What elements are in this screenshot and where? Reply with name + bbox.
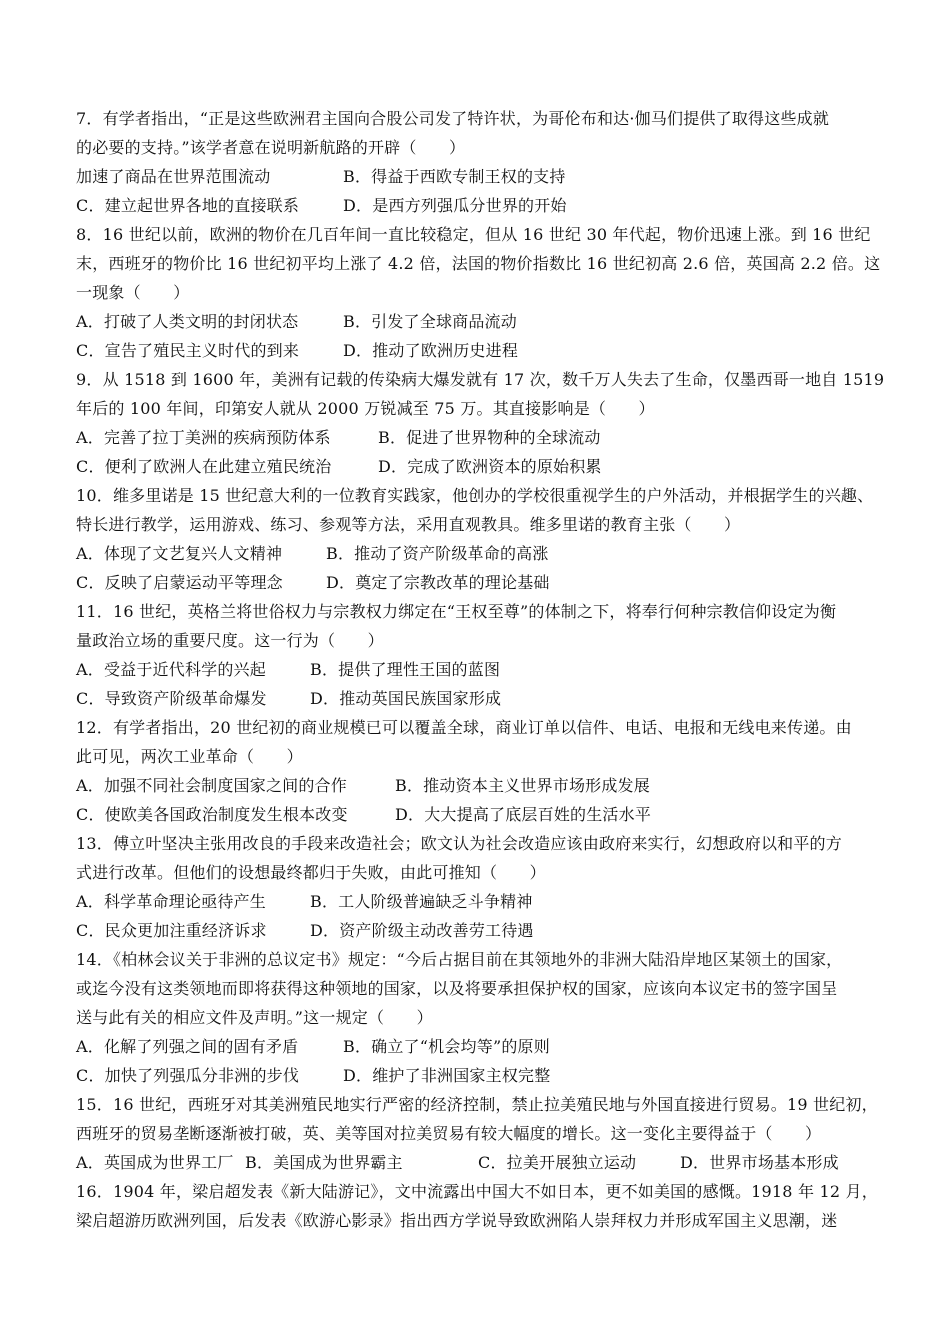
answer-option[interactable]: D．奠定了宗教改革的理论基础 xyxy=(326,573,550,592)
question-11 xyxy=(76,597,876,713)
question-stem-line: 的必要的支持。”该学者意在说明新航路的开辟（ ） xyxy=(76,138,466,157)
options-row xyxy=(76,771,876,800)
options-row xyxy=(76,1148,876,1177)
question-14 xyxy=(76,945,876,1090)
question-stem-line: 送与此有关的相应文件及声明。”这一规定（ ） xyxy=(76,1008,433,1027)
answer-option[interactable]: A．化解了列强之间的固有矛盾 xyxy=(76,1037,299,1056)
options-row xyxy=(76,800,876,829)
answer-option[interactable]: 加速了商品在世界范围流动 xyxy=(76,167,271,186)
question-stem-line: 9．从 1518 到 1600 年，美洲有记载的传染病大爆发就有 17 次，数千万人失去了生命，仅墨西哥一地自 1519 xyxy=(76,370,885,389)
options-row xyxy=(76,423,876,452)
answer-option[interactable]: B．工人阶级普遍缺乏斗争精神 xyxy=(310,892,533,911)
answer-option[interactable]: C．反映了启蒙运动平等理念 xyxy=(76,573,283,592)
answer-option[interactable]: D．世界市场基本形成 xyxy=(680,1153,839,1172)
question-9 xyxy=(76,365,885,481)
answer-option[interactable]: B．推动了资产阶级革命的高涨 xyxy=(326,544,549,563)
question-stem-line: 13．傅立叶坚决主张用改良的手段来改造社会；欧文认为社会改造应该由政府来实行，幻想政府以和平的方 xyxy=(76,834,842,853)
answer-option[interactable]: C．使欧美各国政治制度发生根本改变 xyxy=(76,805,348,824)
options-row xyxy=(76,655,876,684)
answer-option[interactable]: C．拉美开展独立运动 xyxy=(478,1153,637,1172)
answer-option[interactable]: B．确立了“机会均等”的原则 xyxy=(343,1037,550,1056)
answer-option[interactable]: C．建立起世界各地的直接联系 xyxy=(76,196,300,215)
question-15 xyxy=(76,1090,876,1177)
answer-option[interactable]: B．得益于西欧专制王权的支持 xyxy=(343,167,566,186)
question-stem-line: 11．16 世纪，英格兰将世俗权力与宗教权力绑定在“王权至尊”的体制之下，将奉行何种宗教信仰设定为衡 xyxy=(76,602,837,621)
question-stem-line: 式进行改革。但他们的设想最终都归于失败，由此可推知（ ） xyxy=(76,863,546,882)
question-stem-line: 末，西班牙的物价比 16 世纪初平均上涨了 4.2 倍，法国的物价指数比 16 世纪初高 2.6 倍，英国高 2.2 倍。这 xyxy=(76,254,881,273)
question-stem-line: 14．《柏林会议关于非洲的总议定书》规定：“今后占据目前在其领地外的非洲大陆沿岸地区某领土的国家， xyxy=(76,950,843,969)
answer-option[interactable]: A．体现了文艺复兴人文精神 xyxy=(76,544,283,563)
question-stem-line: 15．16 世纪，西班牙对其美洲殖民地实行严密的经济控制，禁止拉美殖民地与外国直接进行贸易。19 世纪初， xyxy=(76,1095,878,1114)
question-7 xyxy=(76,104,876,220)
options-row xyxy=(76,452,876,481)
answer-option[interactable]: C．便利了欧洲人在此建立殖民统治 xyxy=(76,457,332,476)
answer-option[interactable]: D．完成了欧洲资本的原始积累 xyxy=(378,457,602,476)
options-row xyxy=(76,1061,876,1090)
answer-option[interactable]: C．加快了列强瓜分非洲的步伐 xyxy=(76,1066,300,1085)
answer-option[interactable]: B．引发了全球商品流动 xyxy=(343,312,517,331)
question-stem-line: 特长进行教学，运用游戏、练习、参观等方法，采用直观教具。维多里诺的教育主张（ ） xyxy=(76,515,741,534)
options-row xyxy=(76,191,876,220)
answer-option[interactable]: B．提供了理性王国的蓝图 xyxy=(310,660,501,679)
answer-option[interactable]: D．维护了非洲国家主权完整 xyxy=(343,1066,551,1085)
question-13 xyxy=(76,829,876,945)
answer-option[interactable]: D．大大提高了底层百姓的生活水平 xyxy=(395,805,652,824)
answer-option[interactable]: D．推动英国民族国家形成 xyxy=(310,689,502,708)
answer-option[interactable]: C．宣告了殖民主义时代的到来 xyxy=(76,341,300,360)
question-stem-line: 8．16 世纪以前，欧洲的物价在几百年间一直比较稳定，但从 16 世纪 30 年代起，物价迅速上涨。到 16 世纪 xyxy=(76,225,871,244)
question-stem-line: 7．有学者指出，“正是这些欧洲君主国向合股公司发了特许状，为哥伦布和达·伽马们提供了取得这些成就 xyxy=(76,109,830,128)
question-stem-line: 10．维多里诺是 15 世纪意大利的一位教育实践家，他创办的学校很重视学生的户外活动，并根据学生的兴趣、 xyxy=(76,486,874,505)
question-stem-line: 西班牙的贸易垄断逐渐被打破，英、美等国对拉美贸易有较大幅度的增长。这一变化主要得益于（ ） xyxy=(76,1124,822,1143)
options-row xyxy=(76,684,876,713)
answer-option[interactable]: D．资产阶级主动改善劳工待遇 xyxy=(310,921,534,940)
question-stem-line: 此可见，两次工业革命（ ） xyxy=(76,747,303,766)
answer-option[interactable]: A．完善了拉丁美洲的疾病预防体系 xyxy=(76,428,331,447)
options-row xyxy=(76,916,876,945)
options-row xyxy=(76,336,876,365)
answer-option[interactable]: D．是西方列强瓜分世界的开始 xyxy=(343,196,567,215)
answer-option[interactable]: A．加强不同社会制度国家之间的合作 xyxy=(76,776,347,795)
answer-option[interactable]: C．民众更加注重经济诉求 xyxy=(76,921,267,940)
answer-option[interactable]: A．科学革命理论亟待产生 xyxy=(76,892,266,911)
answer-option[interactable]: B．推动资本主义世界市场形成发展 xyxy=(395,776,650,795)
question-12 xyxy=(76,713,876,829)
question-16 xyxy=(76,1177,876,1235)
options-row xyxy=(76,539,876,568)
answer-option[interactable]: B．促进了世界物种的全球流动 xyxy=(378,428,601,447)
options-row xyxy=(76,162,876,191)
exam-document xyxy=(76,104,885,1235)
answer-option[interactable]: A．受益于近代科学的兴起 xyxy=(76,660,266,679)
answer-option[interactable]: A．英国成为世界工厂 xyxy=(76,1153,234,1172)
answer-option[interactable]: A．打破了人类文明的封闭状态 xyxy=(76,312,299,331)
options-row xyxy=(76,887,876,916)
question-8 xyxy=(76,220,881,365)
options-row xyxy=(76,1032,876,1061)
options-row xyxy=(76,307,876,336)
answer-option[interactable]: C．导致资产阶级革命爆发 xyxy=(76,689,267,708)
question-stem-line: 12．有学者指出，20 世纪初的商业规模已可以覆盖全球，商业订单以信件、电话、电报和无线电来传递。由 xyxy=(76,718,852,737)
question-stem-line: 16．1904 年，梁启超发表《新大陆游记》，文中流露出中国大不如日本，更不如美国的感慨。1918 年 12 月， xyxy=(76,1182,878,1201)
question-stem-line: 量政治立场的重要尺度。这一行为（ ） xyxy=(76,631,384,650)
question-stem-line: 或迄今没有这类领地而即将获得这种领地的国家，以及将要承担保护权的国家，应该向本议定书的签字国呈 xyxy=(76,979,838,998)
options-row xyxy=(76,568,876,597)
answer-option[interactable]: B．美国成为世界霸主 xyxy=(245,1153,403,1172)
question-stem-line: 年后的 100 年间，印第安人就从 2000 万锐减至 75 万。其直接影响是（ ） xyxy=(76,399,655,418)
answer-option[interactable]: D．推动了欧洲历史进程 xyxy=(343,341,519,360)
question-stem-line: 梁启超游历欧洲列国，后发表《欧游心影录》指出西方学说导致欧洲陷人崇拜权力并形成军国主义思潮，迷 xyxy=(76,1211,838,1230)
question-10 xyxy=(76,481,876,597)
question-stem-line: 一现象（ ） xyxy=(76,283,190,302)
